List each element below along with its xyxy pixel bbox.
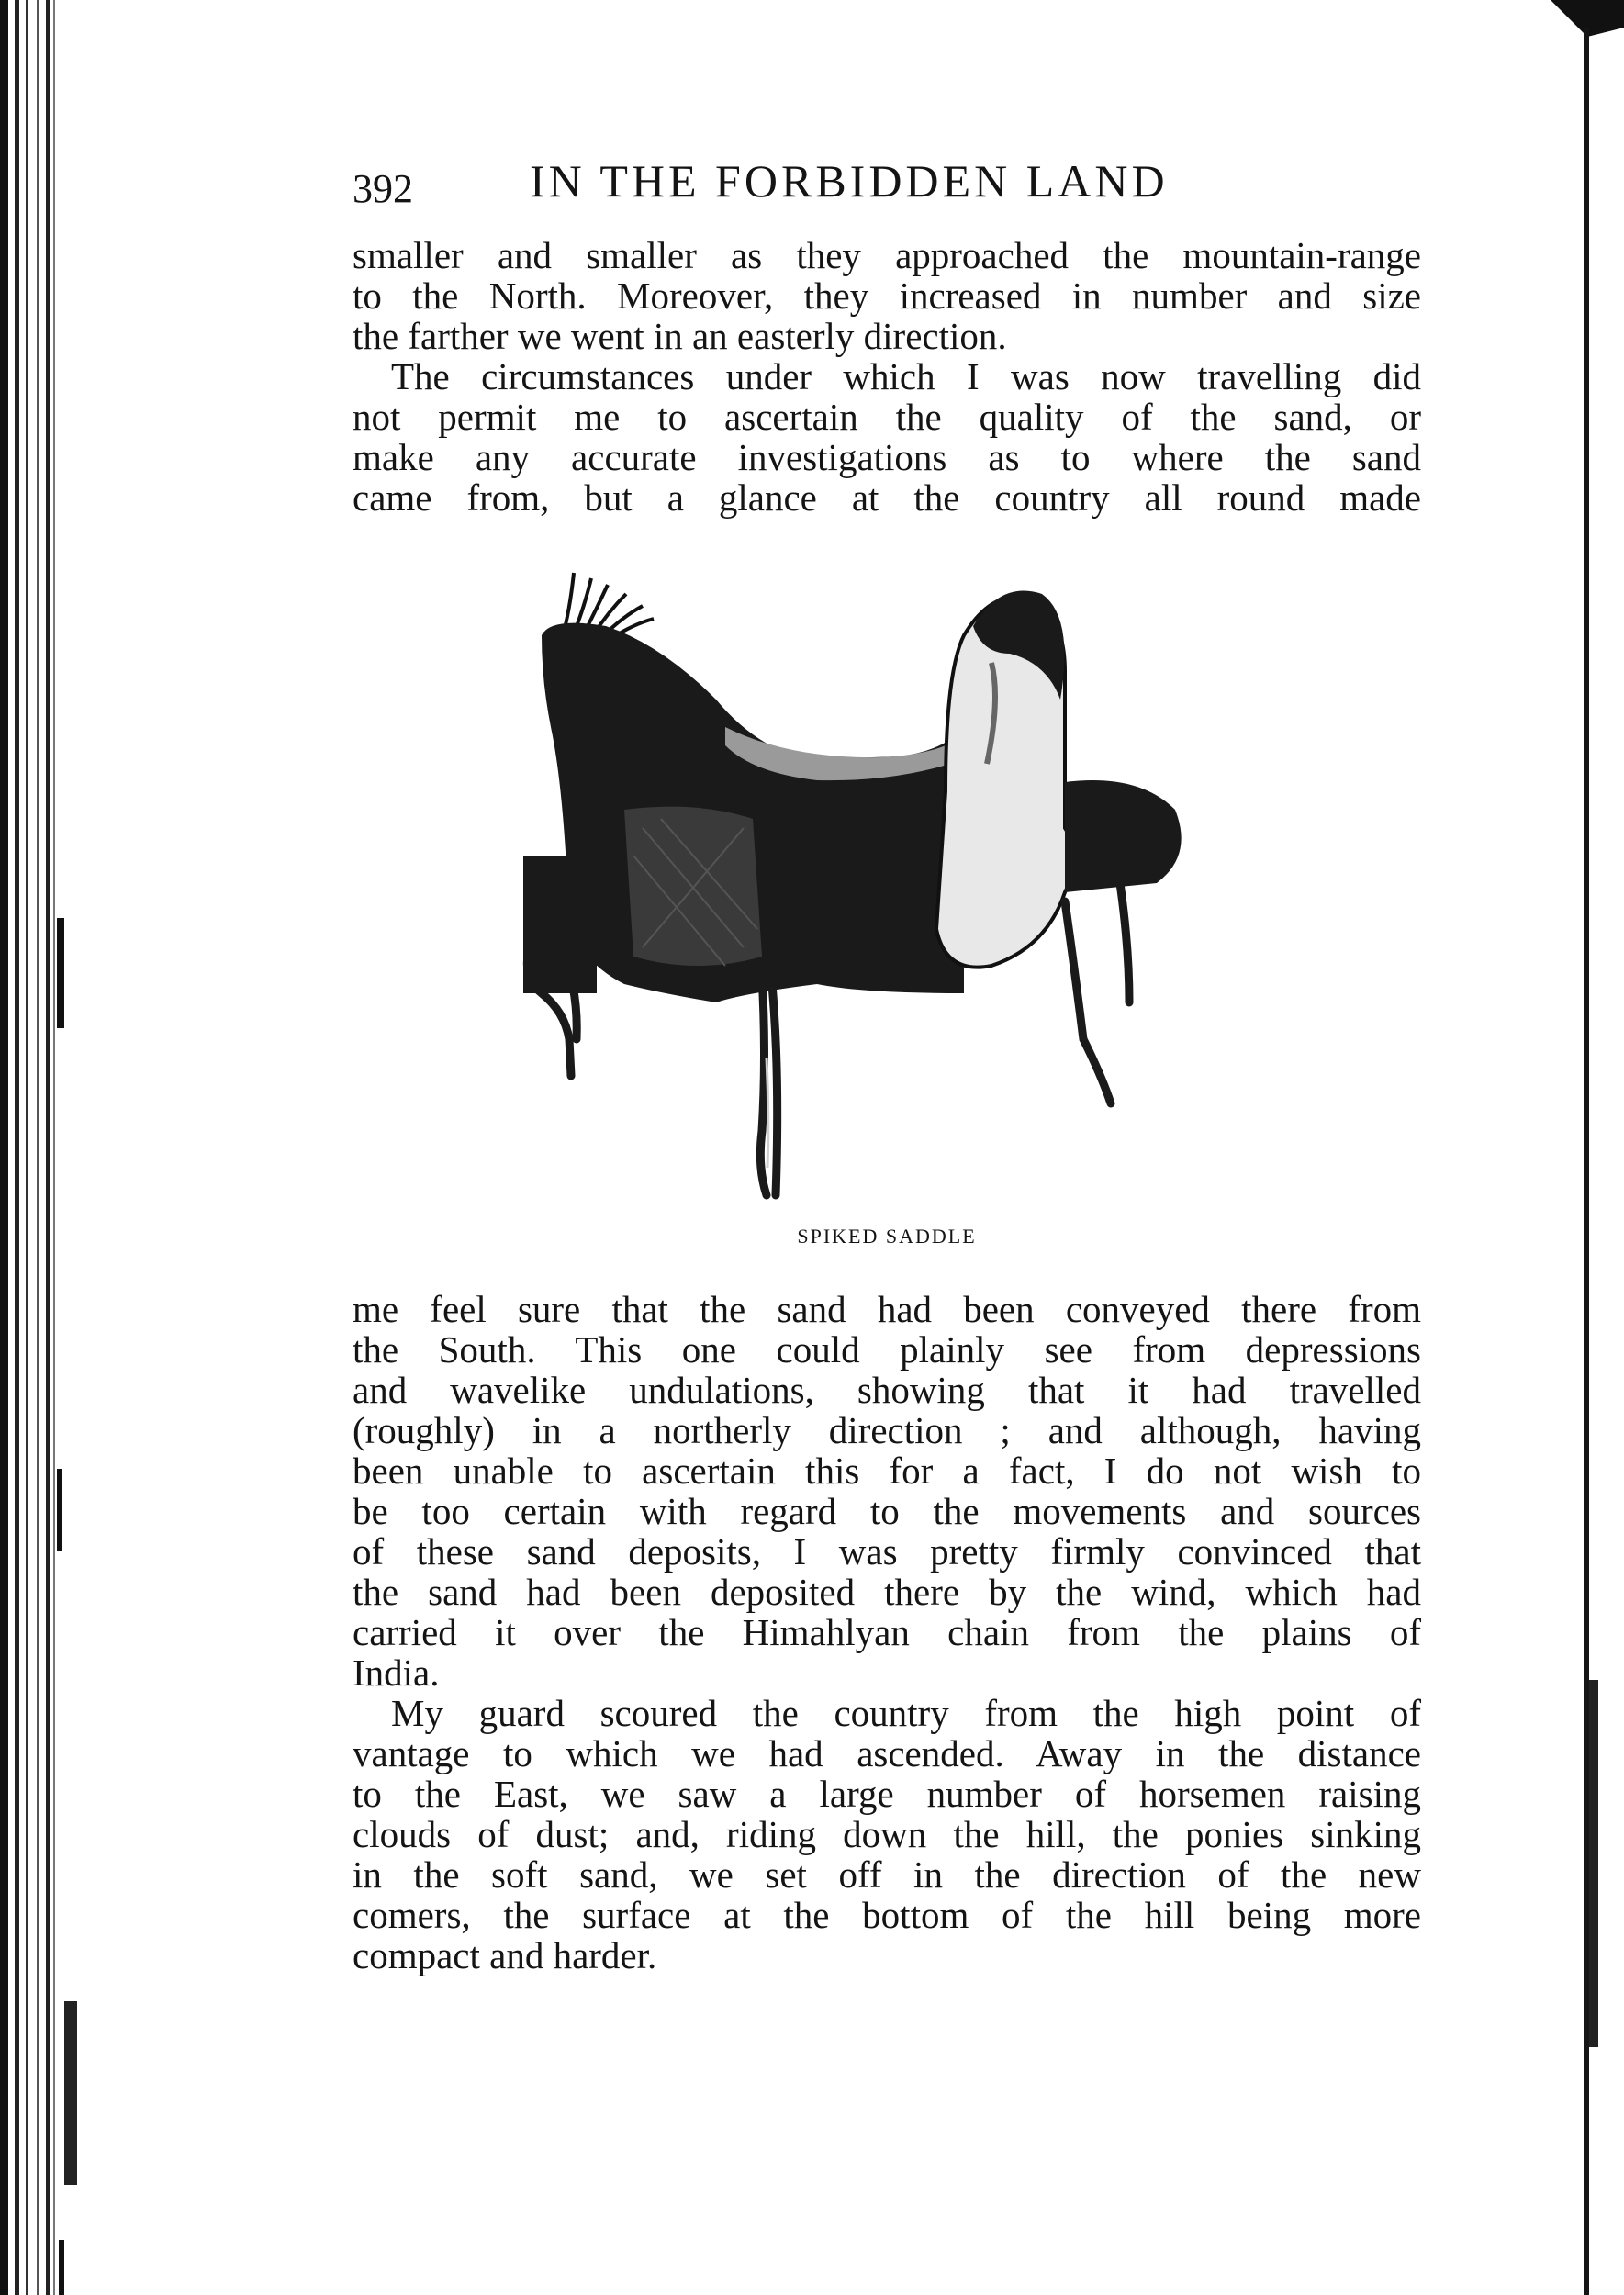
text-line: to the North. Moreover, they increased in number and size (353, 274, 1421, 317)
page-number: 392 (353, 166, 413, 211)
text-line: make any accurate investigations as to where the sand (353, 436, 1421, 478)
text-line: to the East, we saw a large number of horsemen raising (353, 1773, 1421, 1815)
text-line: not permit me to ascertain the quality of the sand, or (353, 396, 1421, 438)
body-text-top (353, 235, 1421, 518)
running-title: IN THE FORBIDDEN LAND (530, 155, 1169, 207)
text-line: the farther we went in an easterly direction. (353, 315, 1007, 357)
text-line: the South. This one could plainly see from depressions (353, 1328, 1421, 1371)
text-line: me feel sure that the sand had been conveyed there from (353, 1288, 1421, 1330)
text-line: been unable to ascertain this for a fact, I do not wish to (353, 1450, 1421, 1492)
binding-edge-right (1551, 0, 1624, 2295)
binding-edge-left (0, 0, 87, 2295)
text-line: The circumstances under which I was now travelling did (391, 355, 1421, 397)
text-line: My guard scoured the country from the high point of (391, 1692, 1421, 1734)
text-line: compact and harder. (353, 1934, 657, 1976)
text-line: comers, the surface at the bottom of the hill being more (353, 1894, 1421, 1936)
body-text-bottom (353, 1289, 1421, 1976)
text-line: came from, but a glance at the country all round made (353, 476, 1421, 519)
text-line: carried it over the Himahlyan chain from the plains of (353, 1611, 1421, 1653)
text-line: be too certain with regard to the movements and sources (353, 1490, 1421, 1532)
saddle-flap-right (1065, 780, 1182, 892)
text-line: India. (353, 1651, 440, 1694)
figure-caption: SPIKED SADDLE (797, 1225, 977, 1248)
text-line: smaller and smaller as they approached the mountain-range (353, 234, 1421, 276)
text-line: the sand had been deposited there by the wind, which had (353, 1571, 1421, 1613)
spiked-saddle-illustration (514, 562, 1249, 1204)
saddle-flap-left (523, 856, 597, 993)
text-line: vantage to which we had ascended. Away in the distance (353, 1732, 1421, 1774)
page-header (353, 154, 1417, 218)
text-line: clouds of dust; and, riding down the hill, the ponies sinking (353, 1813, 1421, 1855)
text-line: (roughly) in a northerly direction ; and although, having (353, 1409, 1421, 1451)
text-line: in the soft sand, we set off in the direction of the new (353, 1853, 1421, 1896)
text-line: of these sand deposits, I was pretty firmly convinced that (353, 1530, 1421, 1573)
text-line: and wavelike undulations, showing that it had travelled (353, 1369, 1421, 1411)
